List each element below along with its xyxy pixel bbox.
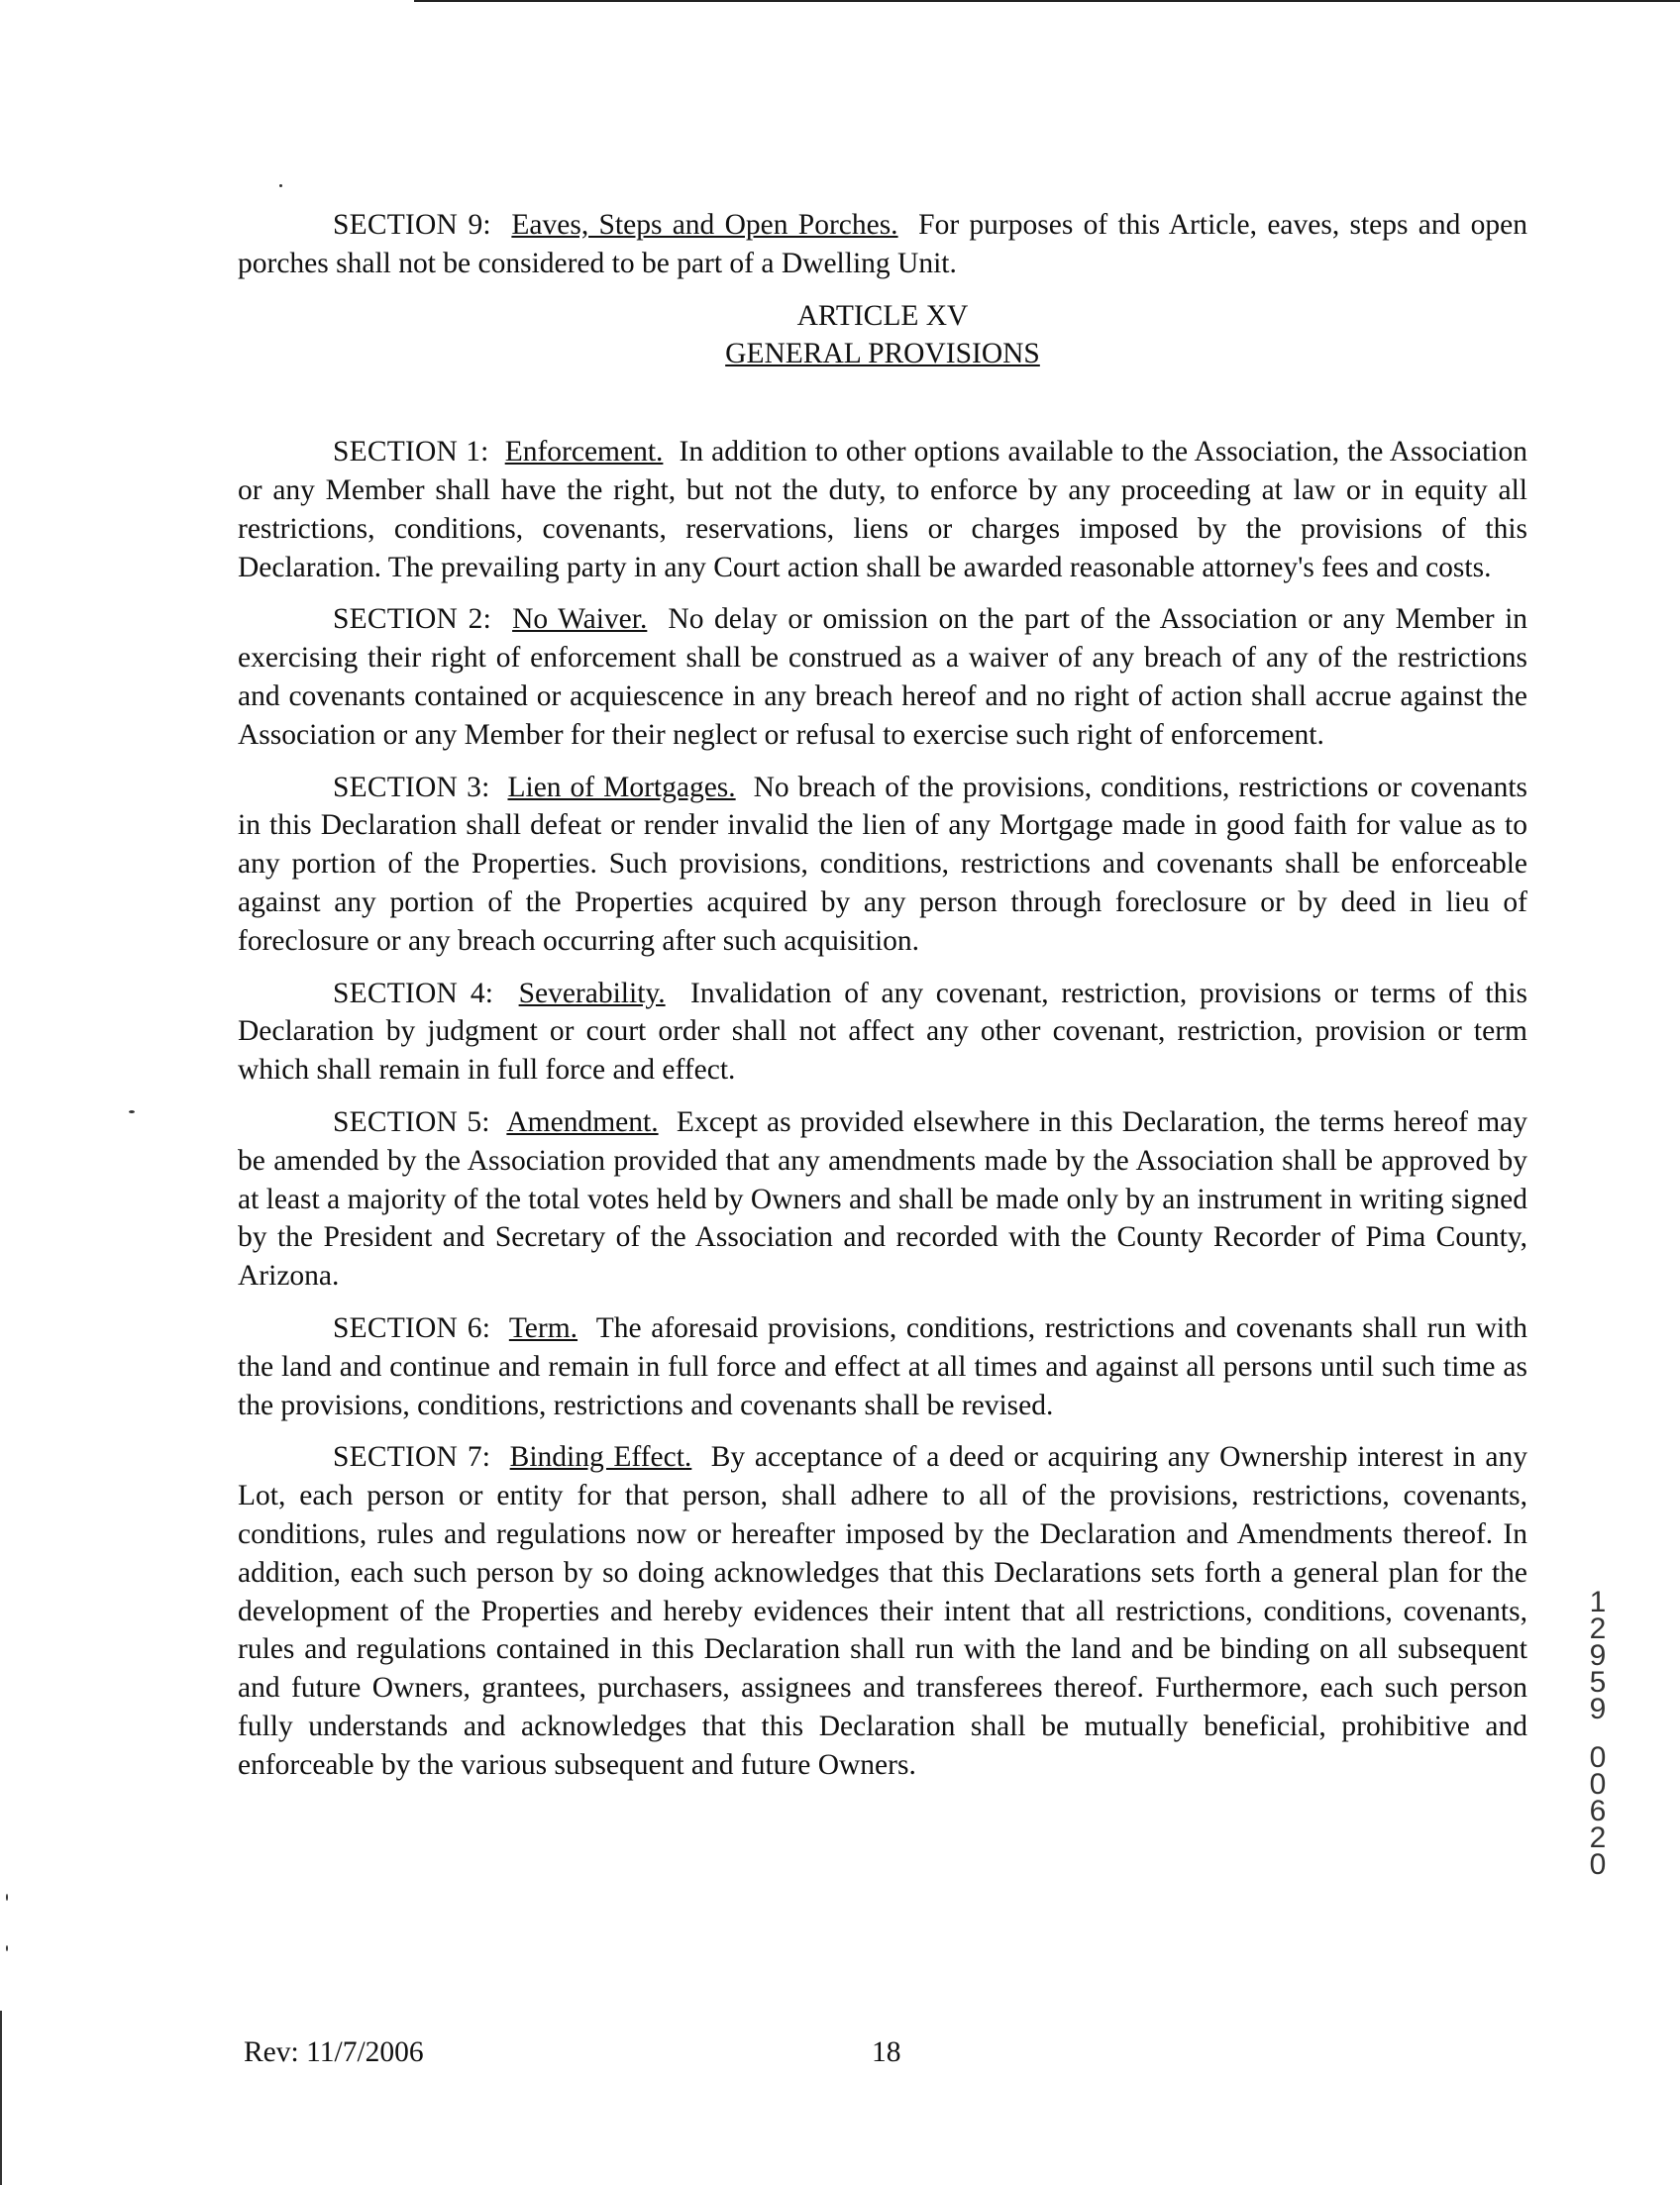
revision-date: Rev: 11/7/2006 bbox=[244, 2036, 424, 2068]
stamp-digit: 6 bbox=[1589, 1795, 1607, 1827]
section-label: SECTION 1: bbox=[333, 436, 489, 468]
scan-speck bbox=[129, 1110, 135, 1113]
section-body: No breach of the provisions, conditions, restrictions or covenants in this Declaration shall defeat or render invalid the lien of any Mortgage made in good faith for value as to any portion of the Properties. Such provisions, conditions, restrictions and covenants shall be enforceable against any portion of the Properties acquired by any person through foreclosure or by deed in lieu of foreclosure or any breach occurring after such acquisition. bbox=[238, 771, 1528, 957]
section-5-paragraph bbox=[238, 1103, 1527, 1296]
section-body: For purposes of this Article, eaves, steps and open porches shall not be considered to be part of a Dwelling Unit. bbox=[238, 209, 1528, 279]
top-border-line bbox=[414, 0, 1680, 2]
section-title: Eaves, Steps and Open Porches. bbox=[511, 209, 898, 241]
section-label: SECTION 9: bbox=[333, 209, 491, 241]
section-label: SECTION 4: bbox=[333, 977, 494, 1009]
section-body: By acceptance of a deed or acquiring any Ownership interest in any Lot, each person or entity for that person, shall adhere to all of the provisions, restrictions, covenants, conditions, rules and regulations now or hereafter imposed by the Declaration and Amendments thereof. In addition, each such person by so doing acknowledges that this Declarations sets forth a general plan for the development of the Properties and hereby evidences their intent that all restrictions, conditions, covenants, rules and regulations contained in this Declaration shall run with the land and be binding on all subsequent and future Owners, grantees, purchasers, assignees and transferees thereof. Furthermore, each such person fully understands and acknowledges that this Declaration shall be mutually beneficial, prohibitive and enforceable by the various subsequent and future Owners. bbox=[238, 1441, 1528, 1781]
article-title: GENERAL PROVISIONS bbox=[725, 338, 1040, 370]
left-border-line bbox=[0, 2011, 2, 2185]
document-body bbox=[238, 206, 1527, 1784]
section-body: Invalidation of any covenant, restriction, provisions or terms of this Declaration by judgment or court order shall not affect any other covenant, restriction, provision or term which shall remain in full force and effect. bbox=[238, 977, 1528, 1087]
section-label: SECTION 7: bbox=[333, 1441, 491, 1474]
section-7-paragraph bbox=[238, 1438, 1527, 1784]
section-title: Term. bbox=[508, 1311, 578, 1344]
stamp-digit: 0 bbox=[1589, 1768, 1607, 1801]
section-1-paragraph bbox=[238, 433, 1527, 586]
section-body: In addition to other options available to the Association, the Association or any Member shall have the right, but not the duty, to enforce by any proceeding at law or in equity all restrictions, conditions, covenants, reservations, liens or charges imposed by the provisions of this Declaration. The prevailing party in any Court action shall be awarded reasonable attorney's fees and costs. bbox=[238, 436, 1528, 583]
section-6-paragraph bbox=[238, 1309, 1527, 1424]
section-label: SECTION 5: bbox=[333, 1105, 490, 1138]
section-title: Severability. bbox=[518, 977, 666, 1009]
stamp-digit: 0 bbox=[1589, 1848, 1607, 1881]
stamp-digit: 2 bbox=[1589, 1821, 1607, 1854]
stamp-digit: 9 bbox=[1589, 1639, 1607, 1672]
section-label: SECTION 3: bbox=[333, 771, 490, 803]
article-number: ARTICLE XV bbox=[796, 299, 969, 332]
section-title: No Waiver. bbox=[512, 603, 648, 636]
scan-speck bbox=[279, 184, 282, 187]
scan-speck bbox=[6, 1945, 8, 1951]
section-body: Except as provided elsewhere in this Declaration, the terms hereof may be amended by the Association provided that any amendments made by the Association shall be approved by at least a majority of the total votes held by Owners and shall be made only by an instrument in writing signed by the President and Secretary of the Association and recorded with the County Recorder of Pima County, Arizona. bbox=[238, 1105, 1528, 1293]
stamp-digit: 9 bbox=[1589, 1693, 1607, 1725]
scan-speck bbox=[6, 1894, 8, 1901]
recording-number-stamp bbox=[1581, 1586, 1615, 1881]
section-4-paragraph bbox=[238, 975, 1527, 1090]
stamp-digit: 0 bbox=[1589, 1741, 1607, 1774]
section-title: Lien of Mortgages. bbox=[507, 771, 736, 803]
section-2-paragraph bbox=[238, 600, 1527, 754]
section-9-paragraph bbox=[238, 206, 1527, 283]
section-body: The aforesaid provisions, conditions, restrictions and covenants shall run with the land and continue and remain in full force and effect at all times and against all persons until such time as the provisions, conditions, restrictions and covenants shall be revised. bbox=[238, 1311, 1528, 1421]
page-number: 18 bbox=[872, 2036, 901, 2068]
section-title: Binding Effect. bbox=[509, 1441, 692, 1474]
stamp-digit: 5 bbox=[1589, 1666, 1607, 1699]
stamp-digit: 1 bbox=[1589, 1586, 1607, 1618]
section-3-paragraph bbox=[238, 769, 1527, 961]
section-body: No delay or omission on the part of the Association or any Member in exercising their right of enforcement shall be construed as a waiver of any breach of any of the restrictions and covenants contained or acquiescence in any breach hereof and no right of action shall accrue against the Association or any Member for their neglect or refusal to exercise such right of enforcement. bbox=[238, 603, 1528, 751]
section-title: Amendment. bbox=[506, 1105, 659, 1138]
stamp-digit: 2 bbox=[1589, 1613, 1607, 1645]
section-label: SECTION 6: bbox=[333, 1311, 491, 1344]
section-label: SECTION 2: bbox=[333, 603, 492, 636]
section-title: Enforcement. bbox=[504, 436, 664, 468]
